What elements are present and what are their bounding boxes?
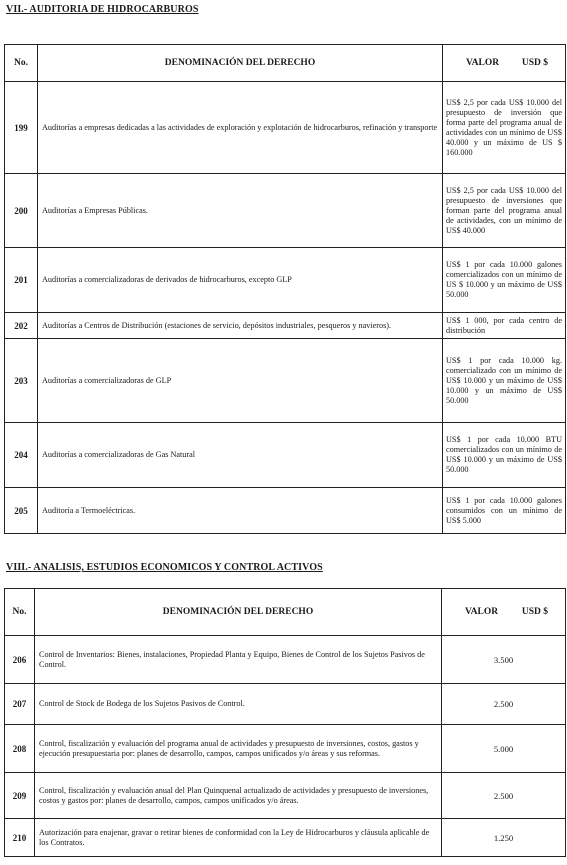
header-denominacion: DENOMINACIÓN DEL DERECHO xyxy=(35,589,442,636)
table-row xyxy=(5,248,566,313)
section-8-title: VIII.- ANALISIS, ESTUDIOS ECONOMICOS Y CONTROL ACTIVOS xyxy=(6,562,323,573)
row-number: 205 xyxy=(5,488,38,534)
table-row xyxy=(5,339,566,423)
header-denominacion: DENOMINACIÓN DEL DERECHO xyxy=(38,45,443,82)
row-valor: 3.500 xyxy=(442,636,566,684)
row-denominacion: Auditorías a comercializadoras de derivados de hidrocarburos, excepto GLP xyxy=(38,248,443,313)
row-number: 203 xyxy=(5,339,38,423)
row-number: 199 xyxy=(5,82,38,174)
table-row xyxy=(5,773,566,819)
table-row xyxy=(5,819,566,857)
table-row xyxy=(5,725,566,773)
table-row xyxy=(5,488,566,534)
row-number: 202 xyxy=(5,313,38,339)
header-no: No. xyxy=(5,45,38,82)
row-valor: US$ 2,5 por cada US$ 10.000 del presupuesto de inversión que forma parte del programa anual de actividades con un mínimo de US$ 40.000 y un máximo de US $ 160.000 xyxy=(443,82,566,174)
row-number: 206 xyxy=(5,636,35,684)
row-denominacion: Auditoría a Termoeléctricas. xyxy=(38,488,443,534)
row-denominacion: Auditorías a comercializadoras de GLP xyxy=(38,339,443,423)
table-row xyxy=(5,636,566,684)
section-8-table xyxy=(4,588,566,857)
header-valor: VALOR USD $ xyxy=(443,45,566,82)
row-valor: US$ 1 por cada 10.000 galones comercializados con un mínimo de US $ 10.000 y un máximo de US$ 50.000 xyxy=(443,248,566,313)
row-valor: 1.250 xyxy=(442,819,566,857)
row-valor: US$ 1 000, por cada centro de distribución xyxy=(443,313,566,339)
row-denominacion: Control, fiscalización y evaluación anual del Plan Quinquenal actualizado de actividades y presupuesto de inversiones, costos y gastos por: planes de desarrollo, campos, campos unificados y/o áreas. xyxy=(35,773,442,819)
row-number: 207 xyxy=(5,684,35,725)
row-number: 208 xyxy=(5,725,35,773)
table-row xyxy=(5,684,566,725)
header-no: No. xyxy=(5,589,35,636)
row-number: 210 xyxy=(5,819,35,857)
row-denominacion: Auditorías a Empresas Públicas. xyxy=(38,174,443,248)
section-7-title: VII.- AUDITORIA DE HIDROCARBUROS xyxy=(6,4,199,15)
row-valor: 2.500 xyxy=(442,773,566,819)
table-row xyxy=(5,313,566,339)
row-denominacion: Control de Inventarios: Bienes, instalaciones, Propiedad Planta y Equipo, Bienes de Control de los Sujetos Pasivos de Control. xyxy=(35,636,442,684)
row-denominacion: Auditorías a comercializadoras de Gas Natural xyxy=(38,423,443,488)
row-valor: US$ 1 por cada 10.000 BTU comercializados con un mínimo de US$ 10.000 y un máximo de US$ 50.000 xyxy=(443,423,566,488)
row-valor: 2.500 xyxy=(442,684,566,725)
table-header-row xyxy=(5,589,566,636)
row-number: 204 xyxy=(5,423,38,488)
table-row xyxy=(5,423,566,488)
row-denominacion: Control, fiscalización y evaluación del programa anual de actividades y presupuesto de inversiones, costos, gastos y ejecución presupuestaria por: planes de desarrollo, campos, campos unificados y/o áreas y sus reformas. xyxy=(35,725,442,773)
row-valor: US$ 1 por cada 10.000 galones consumidos con un mínimo de US$ 5.000 xyxy=(443,488,566,534)
row-denominacion: Autorización para enajenar, gravar o retirar bienes de conformidad con la Ley de Hidrocarburos y cláusula aplicable de los Contratos. xyxy=(35,819,442,857)
row-number: 209 xyxy=(5,773,35,819)
section-7-table xyxy=(4,44,566,534)
header-valor: VALOR USD $ xyxy=(442,589,566,636)
row-denominacion: Control de Stock de Bodega de los Sujetos Pasivos de Control. xyxy=(35,684,442,725)
row-valor: US$ 2,5 por cada US$ 10.000 del presupuesto de inversiones que forman parte del programa anual de actividades, con un mínimo de US$ 40.000 xyxy=(443,174,566,248)
table-row xyxy=(5,82,566,174)
table-row xyxy=(5,174,566,248)
row-denominacion: Auditorías a Centros de Distribución (estaciones de servicio, depósitos industriales, pesqueros y navieros). xyxy=(38,313,443,339)
row-denominacion: Auditorías a empresas dedicadas a las actividades de exploración y explotación de hidrocarburos, refinación y transporte xyxy=(38,82,443,174)
row-valor: 5.000 xyxy=(442,725,566,773)
row-number: 200 xyxy=(5,174,38,248)
table-header-row xyxy=(5,45,566,82)
row-valor: US$ 1 por cada 10.000 kg. comercializado con un mínimo de US$ 10.000 y un máximo de US$ 10.000 y un máximo de US$ 50.000 xyxy=(443,339,566,423)
row-number: 201 xyxy=(5,248,38,313)
